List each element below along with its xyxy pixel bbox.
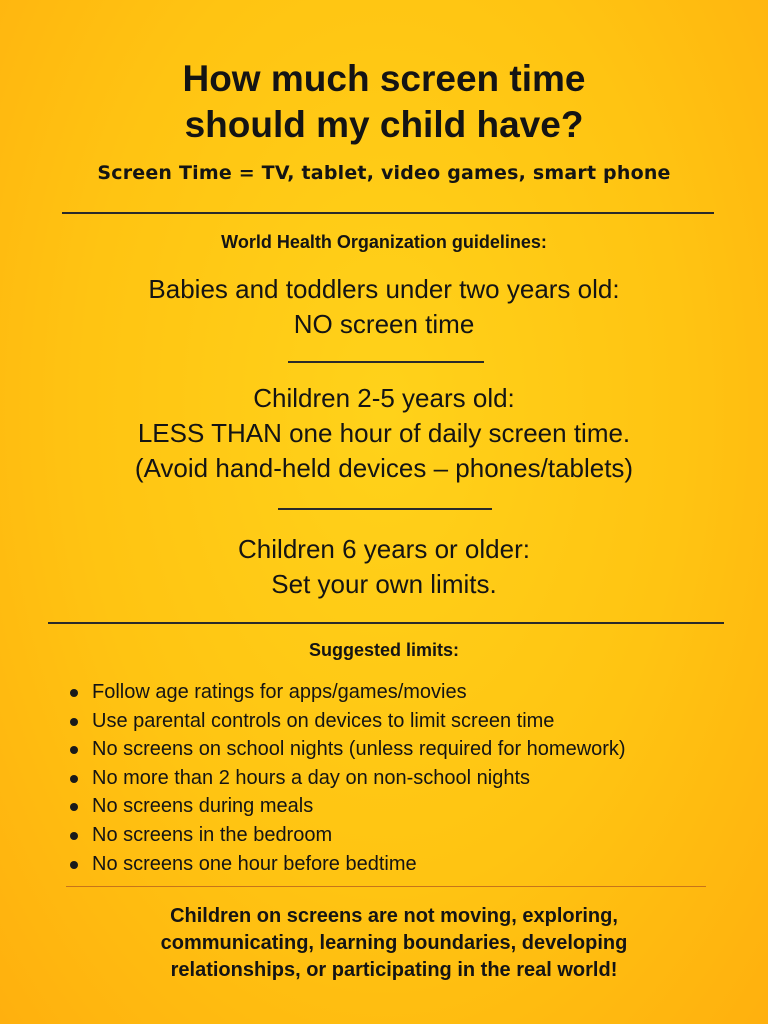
guideline-babies-line-1: Babies and toddlers under two years old: — [148, 274, 620, 304]
guideline-babies — [0, 272, 768, 342]
footer-message — [0, 903, 768, 984]
list-item: Follow age ratings for apps/games/movies — [70, 678, 626, 707]
list-item: Use parental controls on devices to limit screen time — [70, 707, 626, 736]
list-item: No screens one hour before bedtime — [70, 850, 626, 879]
divider-short-2 — [278, 508, 492, 510]
page-title — [0, 56, 768, 148]
guideline-children-6-plus — [0, 532, 768, 602]
list-item: No more than 2 hours a day on non-school nights — [70, 764, 626, 793]
divider-bottom — [66, 886, 706, 887]
footer-line-1: Children on screens are not moving, exploring, — [170, 905, 618, 927]
list-item: No screens during meals — [70, 792, 626, 821]
divider-short-1 — [288, 361, 484, 363]
list-item: No screens on school nights (unless required for homework) — [70, 735, 626, 764]
title-line-2: should my child have? — [184, 104, 584, 145]
guideline-children-6-plus-line-1: Children 6 years or older: — [238, 534, 530, 564]
title-line-1: How much screen time — [182, 58, 586, 99]
guideline-children-2-5-line-3: (Avoid hand-held devices – phones/tablets) — [134, 453, 634, 483]
divider-top — [62, 212, 714, 214]
footer-line-2: communicating, learning boundaries, developing — [160, 932, 628, 954]
who-heading: World Health Organization guidelines: — [221, 232, 547, 252]
guideline-children-2-5-line-2: LESS THAN one hour of daily screen time. — [137, 418, 631, 448]
list-item: No screens in the bedroom — [70, 821, 626, 850]
guideline-children-2-5 — [0, 381, 768, 486]
guideline-children-2-5-line-1: Children 2-5 years old: — [253, 383, 515, 413]
divider-middle — [48, 622, 724, 624]
footer-line-3: relationships, or participating in the real world! — [170, 959, 618, 981]
guideline-babies-line-2: NO screen time — [293, 309, 475, 339]
limits-heading: Suggested limits: — [308, 640, 460, 660]
guideline-children-6-plus-line-2: Set your own limits. — [271, 569, 497, 599]
suggested-limits-list — [70, 678, 626, 878]
subtitle: Screen Time = TV, tablet, video games, smart phone — [97, 162, 671, 184]
